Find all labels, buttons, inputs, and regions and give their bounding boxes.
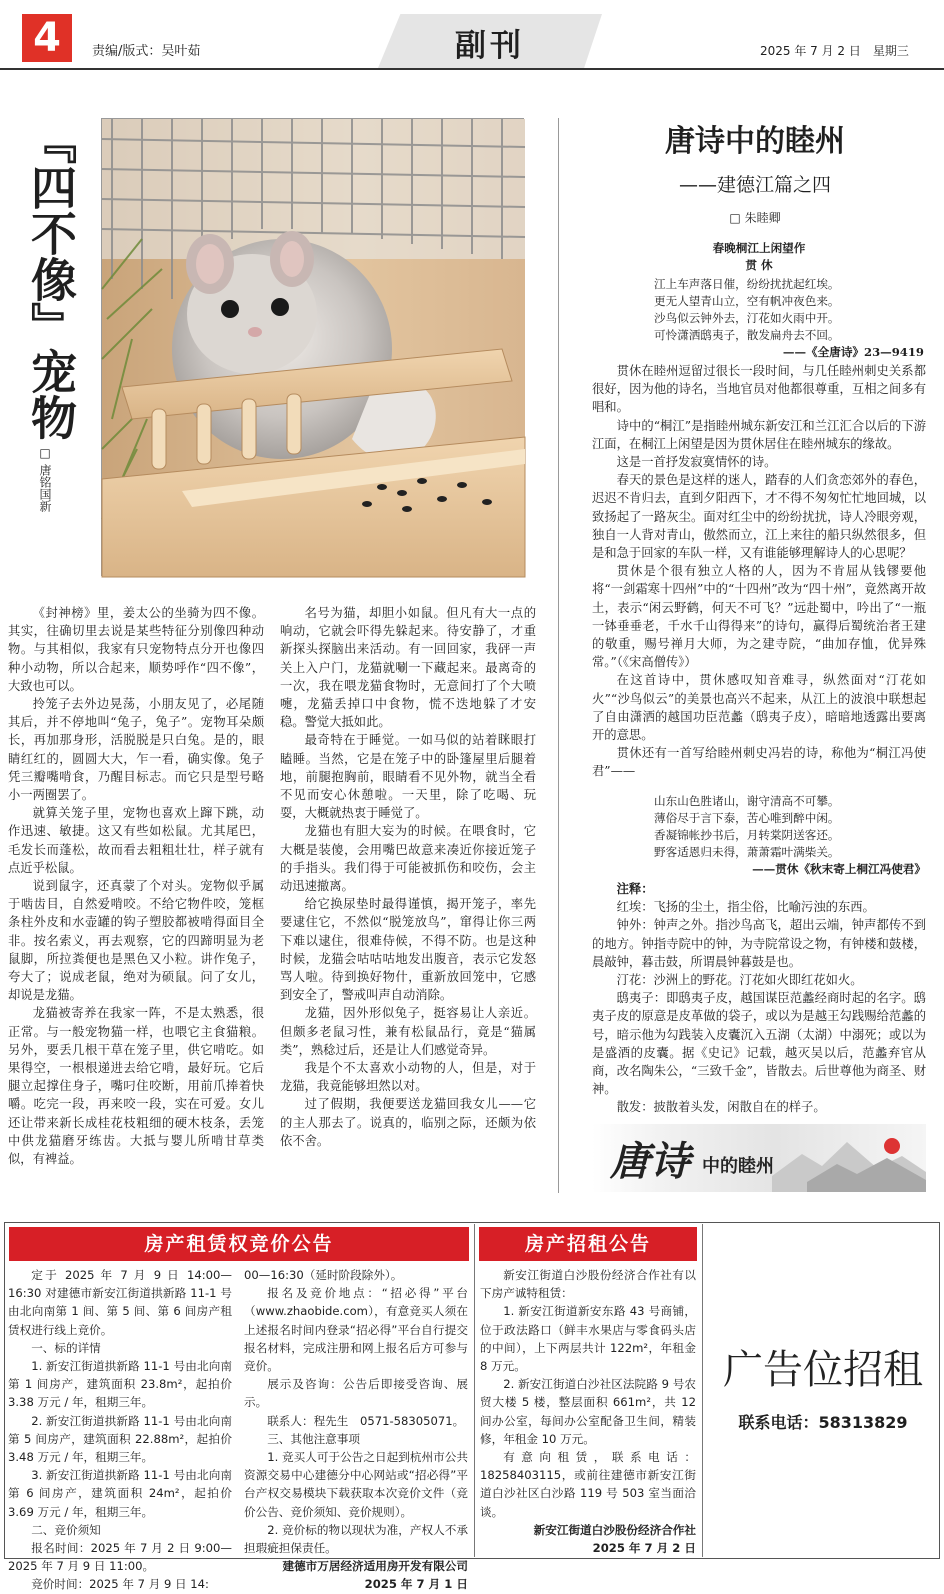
- paragraph: 就算关笼子里，宠物也喜欢上蹿下跳，动作迅速、敏捷。这又有些如松鼠。尤其尾巴，毛发长而蓬松，故而看去粗粗壮壮，样子就有点近乎松鼠。: [8, 806, 264, 875]
- poem-line: 沙鸟似云钟外去，汀花如火雨中开。: [654, 311, 840, 325]
- paragraph: 贯休还有一首写给睦州刺史冯岩的诗，称他为“桐江冯使君”——: [592, 746, 926, 779]
- ad2-sign-date: 2025 年 7 月 2 日: [592, 1541, 696, 1556]
- ad1-col1: [8, 1266, 232, 1594]
- poem-line: 山东山色胜诸山，谢守清高不可攀。: [654, 794, 840, 808]
- paragraph: 1. 新安江街道拱新路 11-1 号由北向南第 1 间房产，建筑面积 23.8m²，起拍价 3.38 万元 / 年，租期三年。: [8, 1359, 232, 1410]
- ad2-signer: 新安江街道白沙股份经济合作社: [533, 1522, 696, 1537]
- poem-line: 香凝锦帐抄书后，月转棠阴送客还。: [654, 828, 840, 842]
- paragraph: 这是一首抒发寂寞情怀的诗。: [616, 455, 777, 470]
- ad1-signer: 建德市万居经济适用房开发有限公司: [282, 1559, 468, 1574]
- right-article-title: 唐诗中的睦州: [665, 124, 845, 159]
- right-article-author: □ 朱睦卿: [729, 211, 781, 225]
- left-article-author: □ 唐铭国新: [38, 446, 52, 512]
- poem-line: 薄俗尽于言下泰，苦心唯到醉中闲。: [654, 811, 840, 825]
- left-article-col2: [280, 604, 536, 1150]
- section-name: 副刊: [455, 28, 525, 64]
- paragraph: 2. 新安江街道拱新路 11-1 号由北向南第 5 间房产，建筑面积 22.88m²，起拍价 3.48 万元 / 年，租期三年。: [8, 1413, 232, 1465]
- ad-space-phone: 联系电话：58313829: [738, 1413, 908, 1432]
- chinchilla-photo: [101, 118, 524, 576]
- paragraph: 龙猫，因外形似兔子，挺容易让人亲近。但颇多老鼠习性，兼有松鼠品行，竟是“猫属类”，熟稔过后，还是让人们感觉奇异。: [280, 1006, 536, 1057]
- paragraph: 报名及竞价地点：“招必得”平台（www.zhaobide.com），有意竞买人须在上述报名时间内登录“招必得”平台自行提交报名材料，完成注册和网上报名后方可参与竞价。: [244, 1286, 468, 1374]
- left-article-col1: [8, 604, 264, 1168]
- ad-divider: [702, 1224, 703, 1557]
- paragraph: 2. 竞价标的物以现状为准，产权人不承担瑕疵担保责任。: [244, 1522, 468, 1556]
- ad-space-title: 广告位招租: [723, 1347, 923, 1393]
- paragraph: 过了假期，我便要送龙猫回我女儿——它的主人那去了。说真的，临别之际，还颇为依依不舍。: [280, 1097, 536, 1148]
- column-divider: [558, 118, 559, 1193]
- paragraph: 00—16:30（延时阶段除外）。: [244, 1268, 403, 1282]
- paragraph: 贯休在睦州逗留过很长一段时间，与几任睦州刺史关系都很好，因为他的诗名，当地官员对他都很尊重，互相之间多有唱和。: [592, 364, 926, 415]
- poem1-author: 贯 休: [745, 258, 773, 272]
- paragraph: 三、其他注意事项: [267, 1431, 360, 1446]
- ad-divider: [474, 1224, 475, 1557]
- right-article-body: [592, 362, 926, 781]
- poem-line: 野客适恩归未得，萧萧霜叶满柴关。: [654, 845, 840, 859]
- poem1-title: [594, 240, 924, 274]
- paragraph: 龙猫被寄养在我家一阵，不是太熟悉，很正常。与一般宠物猫一样，也喂它主食猫粮。另外，要丢几根干草在笼子里，供它啃吃。如果得空，一根根递进去给它啃，最好玩。它后腿立起撑住身子，嘴叼住咬断，用前爪捧着快嚼。吃完一段，再来咬一段，实在可爱。女儿还让带来新长成桂花枝粗细的硬木枝条，丢笼中供龙猫磨牙练齿。大抵与婴儿所啃甘草类似，有裨益。: [8, 1006, 264, 1167]
- poem-line: 江上车声落日催，纷纷扰扰起红埃。: [654, 277, 840, 291]
- right-article-subtitle: ——建德江篇之四: [678, 174, 831, 196]
- poem2-lines: [654, 793, 926, 878]
- paragraph: 报名时间：2025 年 7 月 2 日 9:00—2025 年 7 月 9 日 11:00。: [8, 1541, 232, 1574]
- banner-small-text: 中的睦州: [702, 1156, 774, 1177]
- paragraph: 展示及咨询：公告后即接受咨询、展示。: [244, 1377, 468, 1410]
- editor-credit: 责编/版式：吴叶茹: [92, 44, 201, 59]
- paragraph: 名号为猫，却胆小如鼠。但凡有大一点的响动，它就会吓得先躲起来。待安静了，才重新探头探脑出来活动。有一回回家，我砰一声关上入户门，龙猫就唰一下藏起来。最离奇的一次，我在喂龙猫食物时，无意间打了个大喷嚏，龙猫丢掉口中食物，慌不迭地躲了才安稳。警觉大抵如此。: [280, 606, 536, 730]
- poem1-source: ——《全唐诗》23—9419: [782, 345, 924, 359]
- paragraph: 1. 竞买人可于公告之日起到杭州市公共资源交易中心建德分中心网站或“招必得”平台产权交易模块下载获取本次竞价文件（竞价公告、竞价须知、竞价规则）。: [244, 1450, 468, 1519]
- paragraph: 3. 新安江街道拱新路 11-1 号由北向南第 6 间房产，建筑面积 24m²，起拍价 3.69 万元 / 年，租期三年。: [8, 1468, 232, 1519]
- note: 红埃：飞扬的尘土，指尘俗，比喻污浊的东西。: [616, 900, 875, 915]
- ad1-col2: [244, 1266, 468, 1594]
- poem1-lines: [654, 276, 924, 361]
- poem1-title-text: 春晚桐江上闲望作: [712, 241, 806, 255]
- paragraph: 联系人：程先生 0571-58305071。: [267, 1413, 465, 1428]
- paragraph: 说到鼠字，还真蒙了个对头。宠物似乎属于啮齿目，自然爱啃咬。不给它物件咬，笼框条柱外皮和水壶罐的钩子塑胶都被啃得面目全非。按名索义，再去观察，它的四蹄明显为老鼠脚，所拉粪便也是黑色又小粒。讲作兔子，夸大了；说成老鼠，绝对为硕鼠。问了女儿，却说是龙猫。: [8, 879, 264, 1003]
- issue-date: 2025 年 7 月 2 日 星期三: [760, 44, 909, 58]
- note: 汀花：沙洲上的野花。汀花如火即红花如火。: [616, 973, 863, 988]
- paragraph: 春天的景色是这样的迷人，踏春的人们贪恋郊外的春色，迟迟不肯归去，直到夕阳西下，才不得不匆匆忙忙地回城，以致扬起了一路灰尘。面对红尘中的纷纷扰扰，诗人冷眼旁观，独自一人背对青山，傲然而立，江上来往的船只纵然很多，但是和急于回家的车队一样，又有谁能够理解诗人的心思呢？: [592, 473, 926, 561]
- header-rule: [0, 68, 944, 70]
- paragraph: 1. 新安江街道新安东路 43 号商铺，位于政法路口（鲜丰水果店与零食码头店的中间），上下两层共计 122m²，年租金 8 万元。: [480, 1304, 696, 1374]
- right-article-notes: [592, 880, 926, 1117]
- paragraph: 《封神榜》里，姜太公的坐骑为四不像。其实，往确切里去说是某些特征分别像四种动物。与其相似，我家有只宠物特点分开也像四种小动物，所以合起来，顺势呼作“四不像”，大致也可以。: [8, 606, 264, 693]
- paragraph: 拎笼子去外边晃荡，小朋友见了，必尾随其后，并不停地叫“兔子，兔子”。宠物耳朵颇长，再加那身形，活脱脱是只白兔。是的，眼睛红红的，圆圆大大，乍一看，确实像。兔子凭三瓣嘴啃食，乃醒目标志。而它只是型号略小一两圈罢了。: [8, 697, 264, 803]
- page-number: 4: [22, 14, 72, 62]
- paragraph: 龙猫也有胆大妄为的时候。在喂食时，它大概是装傻，会用嘴巴故意来凑近你接近笼子的手指头。我们得于可能被抓伤和咬伤，会主动迅速撤离。: [280, 824, 536, 894]
- note: 鸱夷子：即鸱夷子皮，越国谋臣范蠡经商时起的名字。鸱夷子皮的原意是皮革做的袋子，或以为是越王勾践赐给范蠡的号，暗示他为勾践装入皮囊沉入五湖（太湖）中溺死；或以为是盛酒的皮囊。据《史记》记载，越灭吴以后，范蠡弃官从商，改名陶朱公，“三致千金”，皆散去。后世尊他为商圣、财神。: [592, 991, 926, 1097]
- paragraph: 诗中的“桐江”是指睦州城东新安江和兰江汇合以后的下游江面，在桐江上闲望是因为贯休居住在睦州城东的缘故。: [592, 418, 926, 451]
- paragraph: 新安江街道白沙股份经济合作社有以下房产诚特租赁：: [480, 1268, 696, 1301]
- left-article-title: 『四不像』宠物: [24, 118, 78, 440]
- series-banner: [592, 1124, 926, 1192]
- paragraph: 竞价时间：2025 年 7 月 9 日 14:: [31, 1577, 209, 1592]
- poem2-source: ——贯休《秋末寄上桐江冯使君》: [752, 862, 926, 876]
- ad2-body: [480, 1266, 696, 1557]
- paragraph: 有意向租赁，联系电话：18258403115，或前往建德市新安江街道白沙社区白沙路 119 号 503 室当面洽谈。: [480, 1450, 696, 1519]
- note: 钟外：钟声之外。指沙鸟高飞，超出云端，钟声都传不到的地方。钟指寺院中的钟，为寺院常设之物，有钟楼和鼓楼，晨敲钟，暮击鼓，所谓晨钟暮鼓是也。: [592, 918, 926, 969]
- ad2-title: 房产招租公告: [479, 1227, 697, 1261]
- paragraph: 最奇特在于睡觉。一如马似的站着眯眼打瞌睡。当然，它是在笼子中的卧篷屋里后腿着地，前腿抱胸前，眼睛看不见外物，就当全看不见而安心休憩啦。一天里，除了吃喝、玩耍，大概就热衷于睡觉了。: [280, 733, 536, 821]
- ad1-title: 房产租赁权竞价公告: [9, 1227, 469, 1261]
- paragraph: 在这首诗中，贯休感叹知音难寻，纵然面对“汀花如火”“沙鸟似云”的美景也高兴不起来，从江上的波浪中联想起了自由潇洒的越国功臣范蠡（鸱夷子皮），暗暗地透露出要离开的意思。: [592, 673, 926, 743]
- notes-label: 注释：: [616, 881, 654, 896]
- paragraph: 我是个不太喜欢小动物的人，但是，对于龙猫，我竟能够坦然以对。: [280, 1061, 536, 1094]
- poem-line: 可怜潇洒鸱夷子，散发扁舟去不回。: [654, 328, 840, 342]
- poem-line: 更无人望青山立，空有帆冲夜色来。: [654, 294, 840, 308]
- note: 散发：披散着头发，闲散自在的样子。: [616, 1100, 826, 1115]
- banner-big-text: 唐诗: [610, 1138, 690, 1185]
- paragraph: 定于 2025 年 7 月 9 日 14:00—16:30 对建德市新安江街道拱新路 11-1 号由北向南第 1 间、第 5 间、第 6 间房产租赁权进行线上竞价。: [8, 1268, 232, 1337]
- paragraph: 一、标的详情: [31, 1340, 101, 1355]
- paragraph: 二、竞价须知: [31, 1522, 101, 1537]
- paragraph: 贯休是个很有独立人格的人，因为不肯屈从钱镠要他将“一剑霜寒十四州”中的“十四州”改为“四十州”，竟然离开故土，表示“闲云野鹤，何天不可飞？”远赴蜀中，吟出了“一瓶一钵垂垂老，千水千山得得来”的诗句，赢得后蜀统治者王建的敬重，赐号禅月大师，为之建寺院，“曲加存恤，优异殊常。”（《宋高僧传》）: [592, 564, 926, 670]
- paragraph: 给它换尿垫时最得谨慎，揭开笼子，率先要逮住它，不然似“脱笼放鸟”，窜得让你三两下难以逮住，很难侍候，不得不防。也是这种时候，龙猫会咕咕咕地发出腹音，表示它发怒骂人啦。待到换好物什，重新放回笼中，它感到安全了，警戒叫声自动消除。: [280, 897, 536, 1003]
- ad1-sign-date: 2025 年 7 月 1 日: [364, 1577, 468, 1592]
- paragraph: 2. 新安江街道白沙社区法院路 9 号农贸大楼 5 楼，整层面积 661m²，共 12 间办公室，每间办公室配备卫生间，精装修，年租金 10 万元。: [480, 1377, 696, 1446]
